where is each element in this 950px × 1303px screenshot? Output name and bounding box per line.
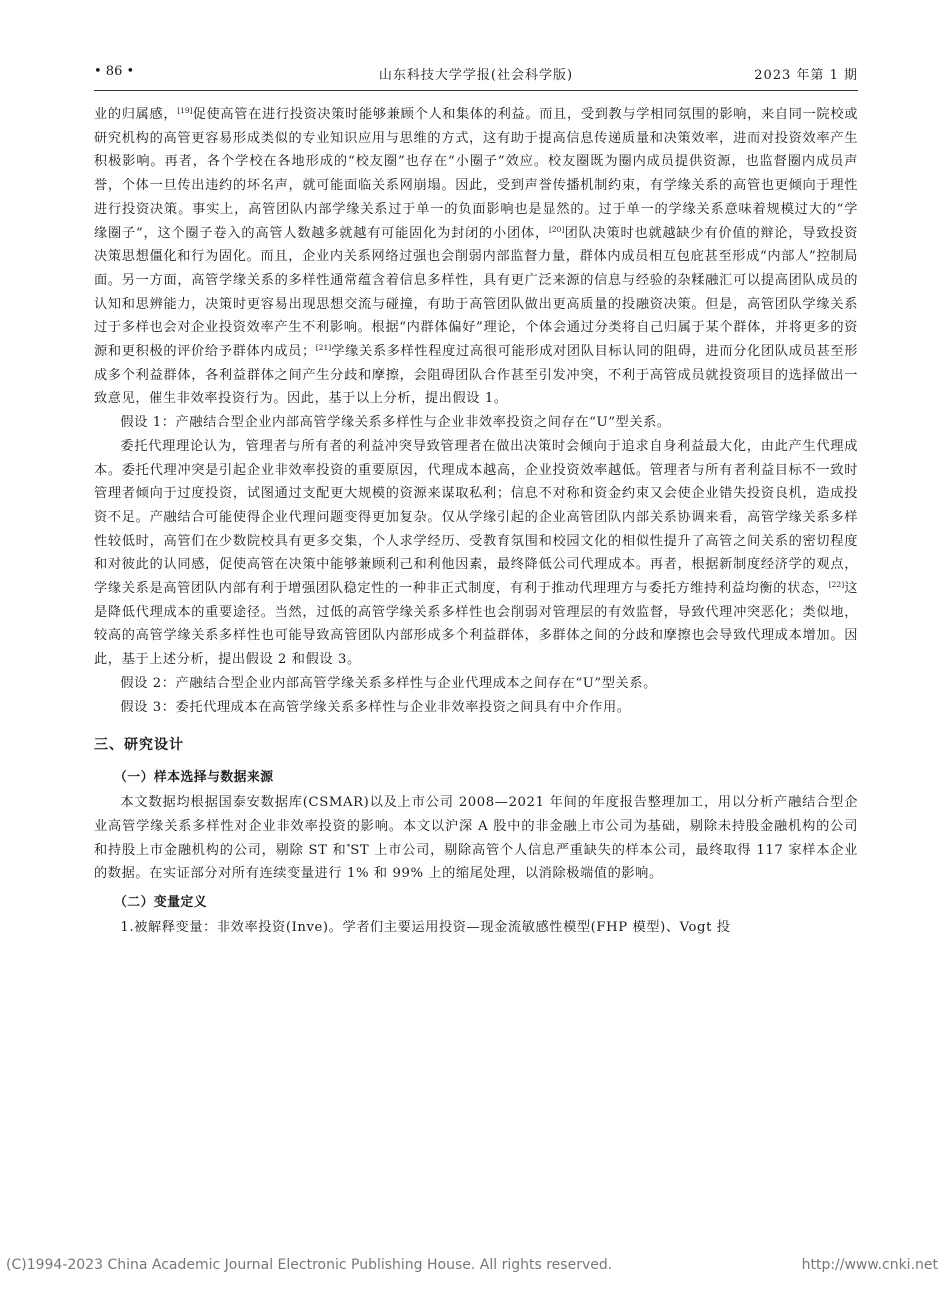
copyright-text: (C)1994-2023 China Academic Journal Electronic Publishing House. All rights reserved. <box>6 1257 613 1273</box>
copyright-footer <box>6 1257 946 1279</box>
running-header <box>94 60 858 86</box>
paragraph-2: 委托代理理论认为，管理者与所有者的利益冲突导致管理者在做出决策时会倾向于追求自身利益最大化，由此产生代理成本。委托代理冲突是引起企业非效率投资的重要原因，代理成本越高，企业投资效率越低。管理者与所有者利益目标不一致时管理者倾向于过度投资，试图通过支配更大规模的资源来谋取私利；信息不对称和资金约束又会使企业错失投资良机，造成投资不足。产融结合可能使得企业代理问题变得更加复杂。仅从学缘引起的企业高管团队内部关系协调来看，高管学缘关系多样性较低时，高管们在少数院校具有更多交集，个人求学经历、受教育氛围和校园文化的相似性提升了高管之间关系的密切程度和对彼此的认同感，促使高管在决策中能够兼顾利己和利他因素，最终降低公司代理成本。再者，根据新制度经济学的观点，学缘关系是高管团队内部有利于增强团队稳定性的一种非正式制度，有利于推动代理理方与委托方维持利益均衡的状态，[22]这是降低代理成本的重要途径。当然，过低的高管学缘关系多样性也会削弱对管理层的有效监督，导致代理冲突恶化；类似地，较高的高管学缘关系多样性也可能导致高管团队内部形成多个利益群体，多群体之间的分歧和摩擦也会导致代理成本增加。因此，基于上述分析，提出假设 2 和假设 3。 <box>94 438 859 668</box>
paragraph-1: 业的归属感，[19]促使高管在进行投资决策时能够兼顾个人和集体的利益。而且，受到教与学相同氛围的影响，来自同一院校或研究机构的高管更容易形成类似的专业知识应用与思维的方式，这有助于提高信息传递质量和决策效率，进而对投资效率产生积极影响。再者，各个学校在各地形成的“校友圈”也存在“小圈子”效应。校友圈既为圈内成员提供资源，也监督圈内成员声誉，个体一旦传出违约的坏名声，就可能面临关系网崩塌。因此，受到声誉传播机制约束，有学缘关系的高管也更倾向于理性进行投资决策。事实上，高管团队内部学缘关系过于单一的负面影响也是显然的。过于单一的学缘关系意味着规模过大的“学缘圈子”，这个圈子卷入的高管人数越多就越有可能固化为封闭的小团体，[20]团队决策时也就越缺少有价值的辩论，导致投资决策思想僵化和行为固化。而且，企业内关系网络过强也会削弱内部监督力量，群体内成员相互包庇甚至形成“内部人”控制局面。另一方面，高管学缘关系的多样性通常蕴含着信息多样性，具有更广泛来源的信息与经验的杂糅融汇可以提高团队成员的认知和思辨能力，决策时更容易出现思想交流与碰撞，有助于高管团队做出更高质量的投融资决策。但是，高管团队学缘关系过于多样也会对企业投资效率产生不利影响。根据“内群体偏好”理论，个体会通过分类将自己归属于某个群体，并将更多的资源和更积极的评价给予群体内成员；[21]学缘关系多样性程度过高很可能形成对团队目标认同的阻碍，进而分化团队成员甚至形成多个利益群体，各利益群体之间产生分歧和摩擦，会阻碍团队合作甚至引发冲突，不利于高管成员就投资项目的选择做出一致意见，催生非效率投资行为。因此，基于以上分析，提出假设 1。 <box>94 106 859 407</box>
citation-20[interactable]: [20] <box>548 224 565 234</box>
page-number: • 86 • <box>94 64 135 79</box>
header-divider <box>94 90 858 91</box>
citation-19[interactable]: [19] <box>177 106 193 115</box>
citation-21[interactable]: [21] <box>315 343 332 353</box>
citation-22[interactable]: [22] <box>828 580 845 590</box>
hypothesis-1: 假设 1：产融结合型企业内部高管学缘关系多样性与企业非效率投资之间存在“U”型关系。 <box>120 415 671 431</box>
st-star-mark: * <box>346 841 351 851</box>
cnki-link[interactable]: http://www.cnki.net <box>801 1257 938 1273</box>
article-body <box>94 103 858 940</box>
paragraph-variables: 1.被解释变量：非效率投资(Inve)。学者们主要运用投资—现金流敏感性模型(FHP 模型)、Vogt 投 <box>120 920 731 936</box>
issue-label: 2023 年第 1 期 <box>754 68 858 83</box>
paragraph-sample: 本文数据均根据国泰安数据库(CSMAR)以及上市公司 2008—2021 年间的年度报告整理加工，用以分析产融结合型企业高管学缘关系多样性对企业非效率投资的影响。本文以沪深 A 股中的非金融上市公司为基础，剔除未持股金融机构的公司和持股上市金融机构的公司，剔除 ST 和*ST 上市公司，剔除高管个人信息严重缺失的样本公司，最终取得 117 家样本企业的数据。在实证部分对所有连续变量进行 1% 和 99% 上的缩尾处理，以消除极端值的影响。 <box>94 795 858 882</box>
subsection-heading-variables: （二）变量定义 <box>114 895 208 911</box>
hypothesis-2: 假设 2：产融结合型企业内部高管学缘关系多样性与企业代理成本之间存在“U”型关系。 <box>120 675 657 691</box>
section-heading-research-design: 三、研究设计 <box>94 737 184 754</box>
subsection-heading-sample: （一）样本选择与数据来源 <box>114 770 274 786</box>
journal-title: 山东科技大学学报(社会科学版) <box>378 68 574 83</box>
hypothesis-3: 假设 3：委托代理成本在高管学缘关系多样性与企业非效率投资之间具有中介作用。 <box>120 699 631 715</box>
